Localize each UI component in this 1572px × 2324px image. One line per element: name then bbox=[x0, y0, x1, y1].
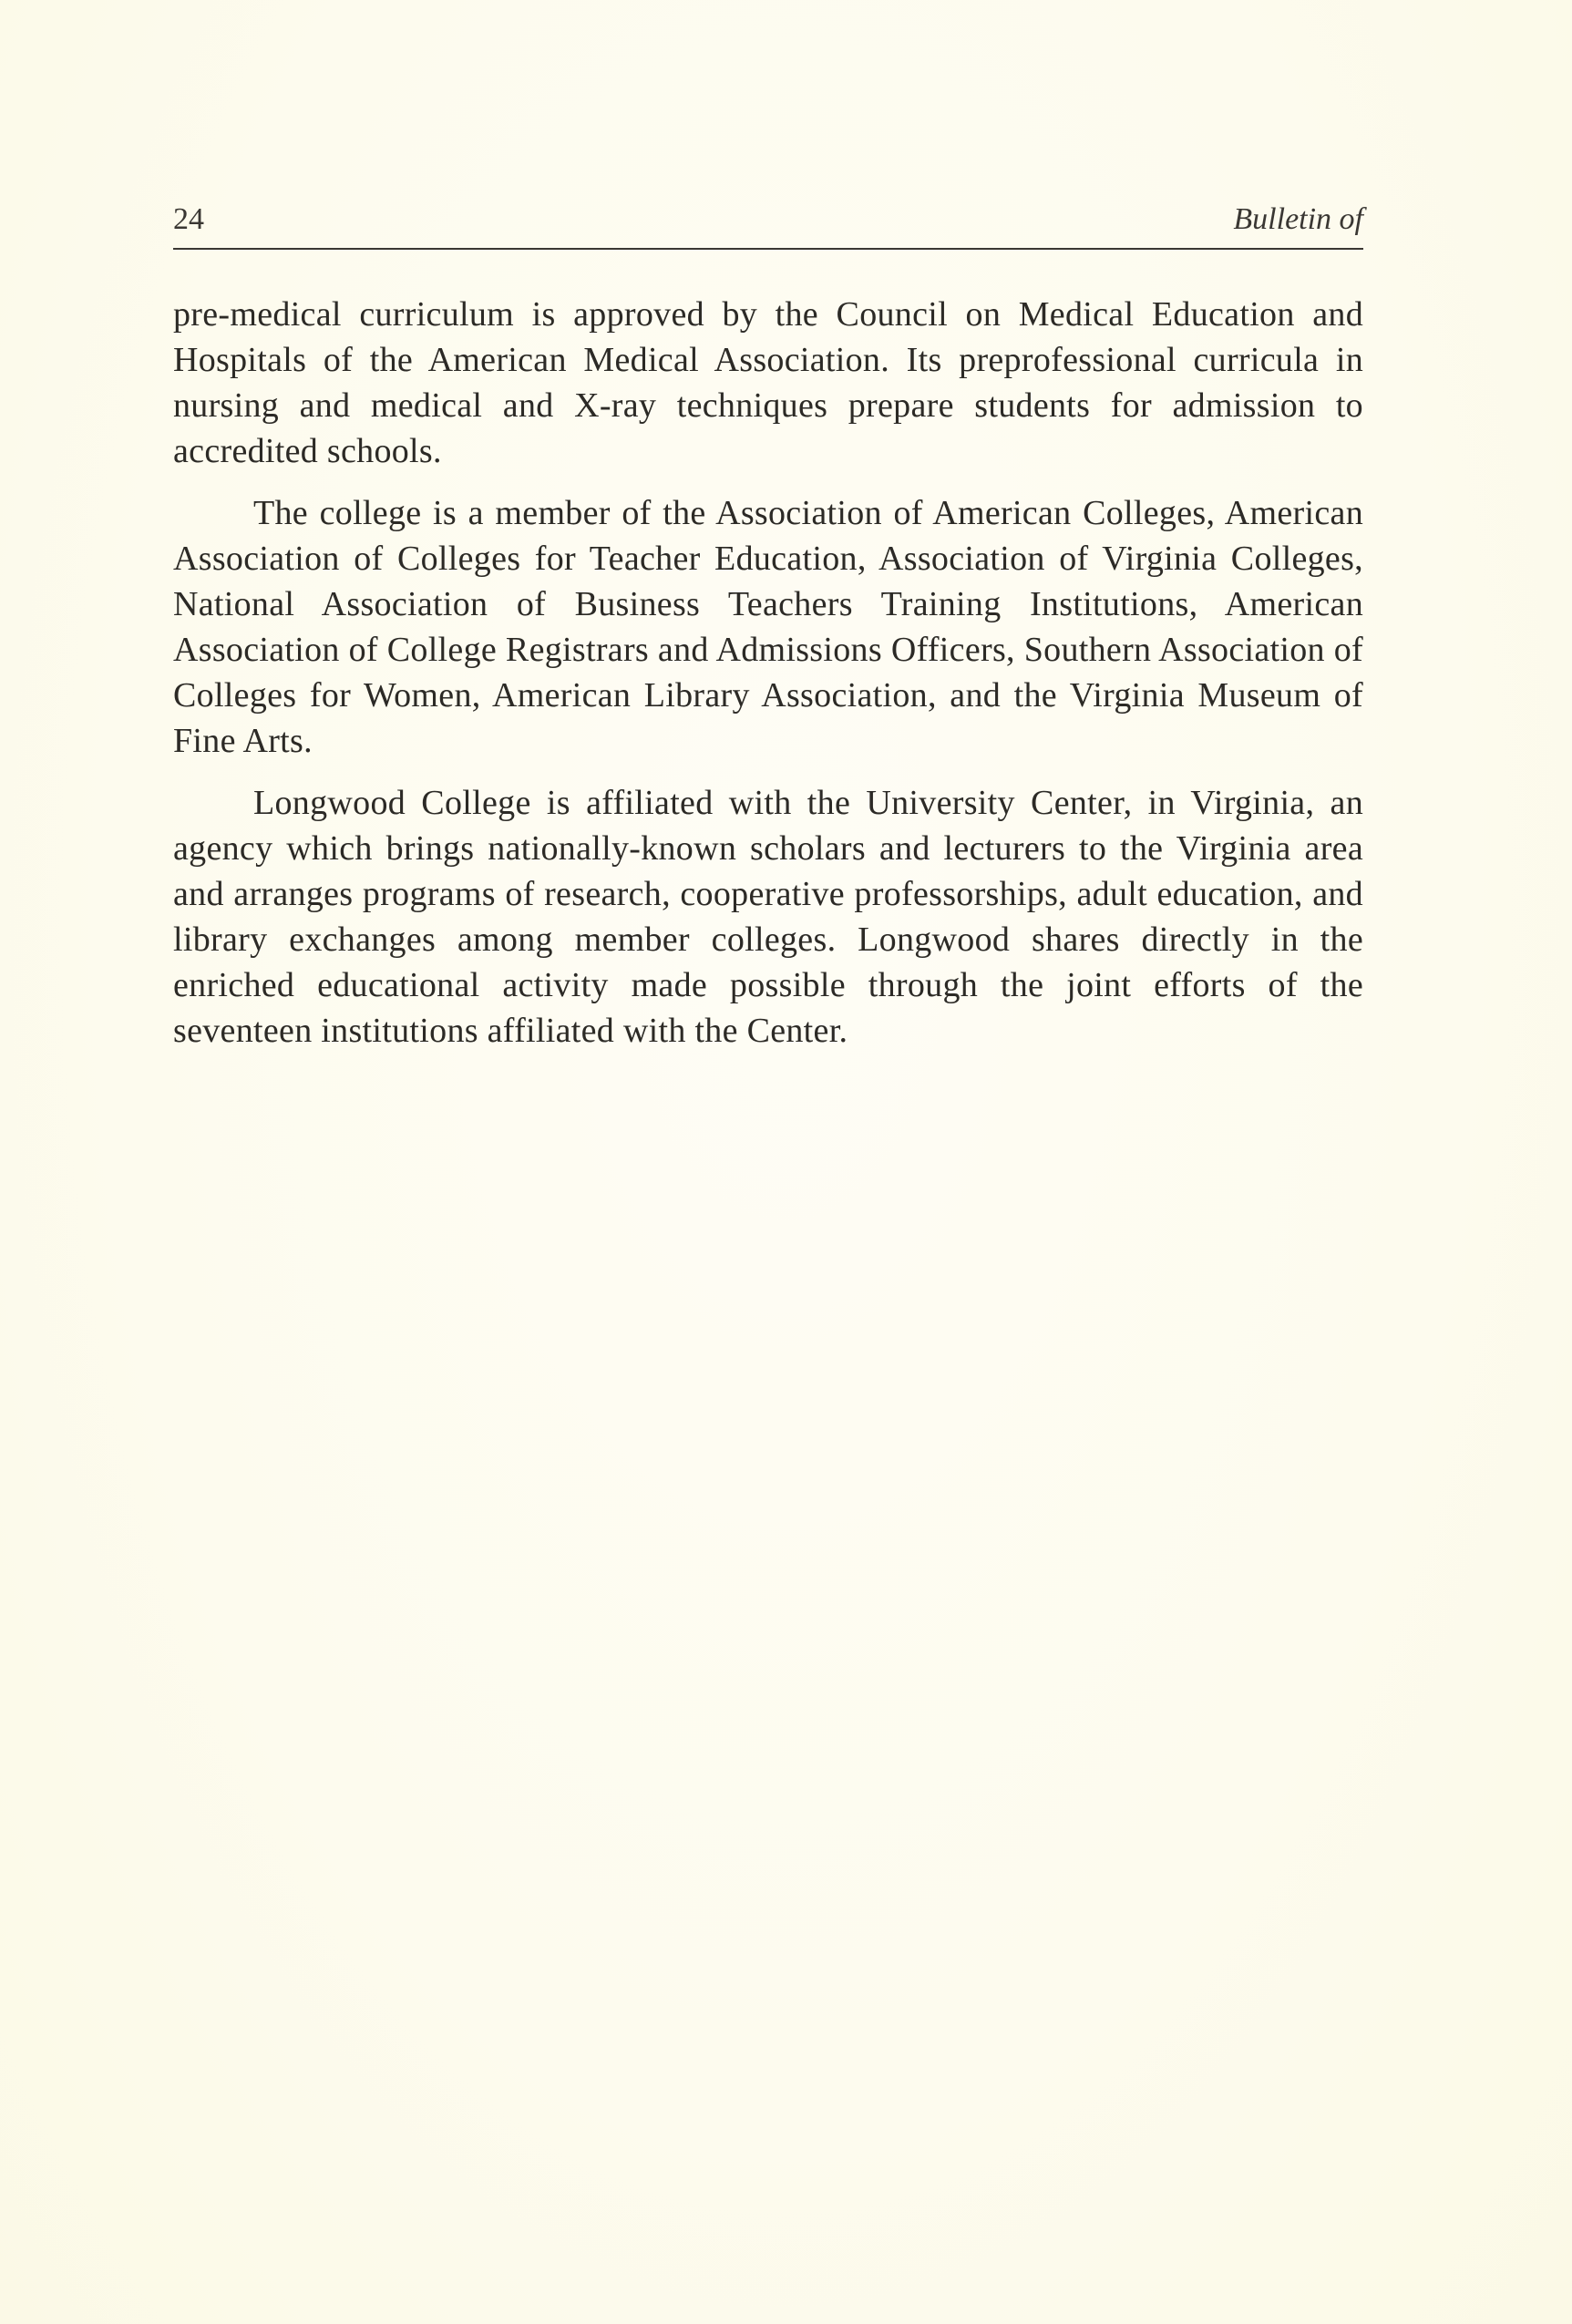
body-text bbox=[173, 292, 1363, 1070]
page-header bbox=[173, 197, 1363, 250]
paragraph-university-center: Longwood College is affiliated with the University Center, in Virginia, an agency which brings nationally-known scholars and lecturers to the Virginia area and arranges programs of research, cooperative professorships, adult education, and library exchanges among member colleges. Longwood shares directly in the enriched educational activity made possible through the joint efforts of the seventeen institutions affiliated with the Center. bbox=[173, 784, 1363, 1050]
running-title: Bulletin of bbox=[1233, 202, 1363, 236]
page-number: 24 bbox=[173, 202, 204, 236]
paragraph-memberships: The college is a member of the Association of American Colleges, American Association of Colleges for Teacher Education, Association of Virginia Colleges, National Association of Business Teachers Training Institutions, American Association of College Registrars and Admissions Officers, Southern Association of Colleges for Women, American Library Association, and the Virginia Museum of Fine Arts. bbox=[173, 494, 1363, 760]
paragraph-premedical: pre-medical curriculum is approved by the Council on Medical Education and Hospitals of the American Medical Association. Its preprofessional curricula in nursing and medical and X-ray techniques prepare students for admission to accredited schools. bbox=[173, 295, 1363, 470]
